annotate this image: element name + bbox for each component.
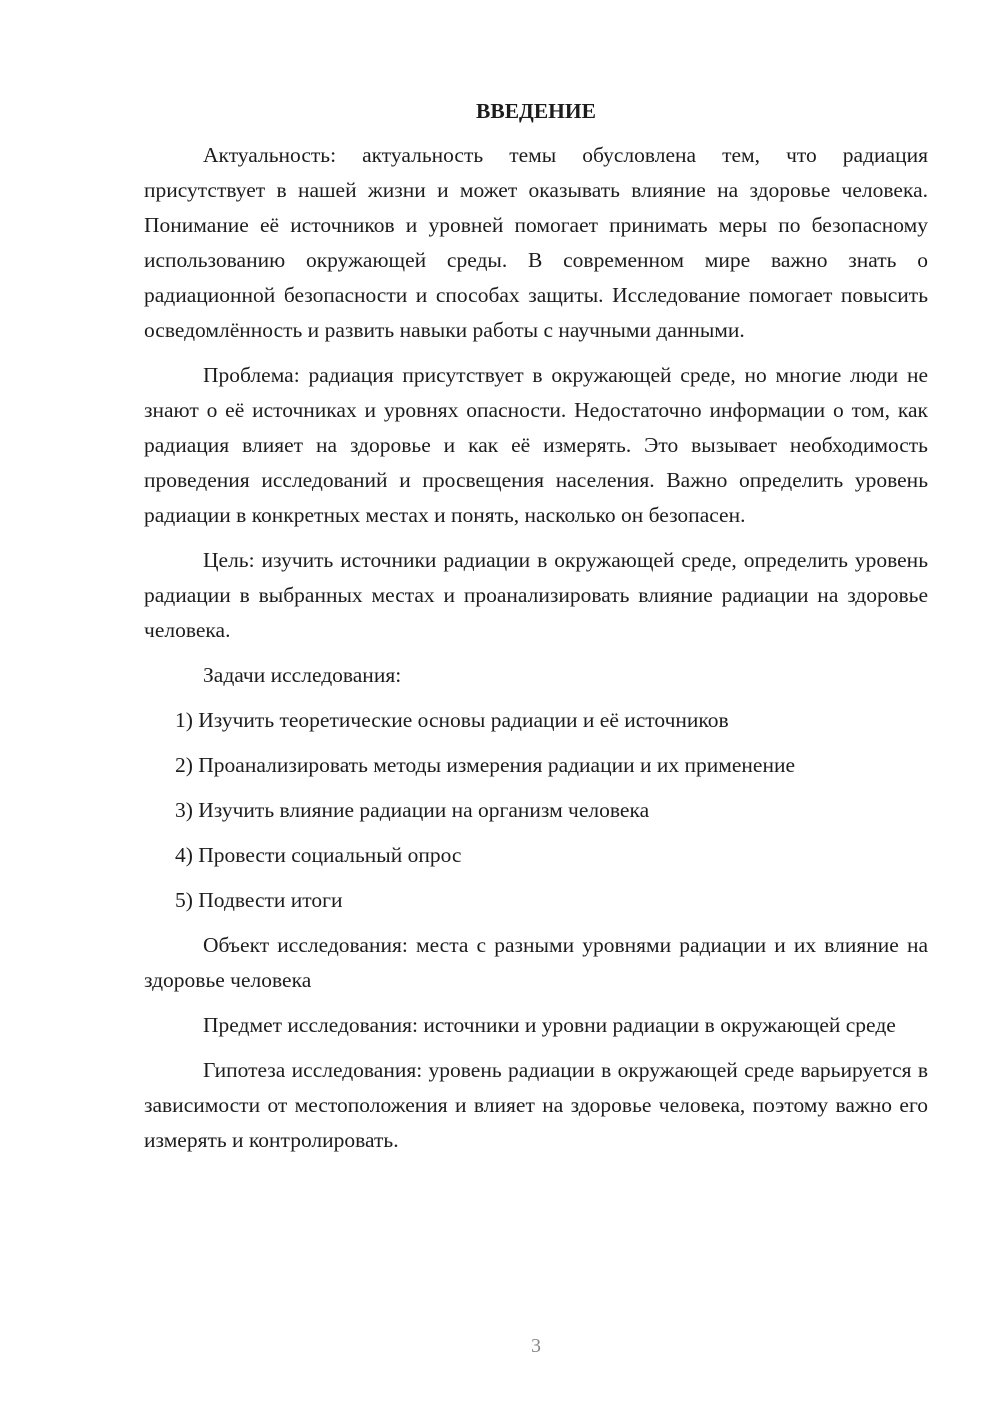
subject-paragraph: Предмет исследования: источники и уровни радиации в окружающей среде — [203, 1013, 896, 1037]
task-item: 4) Провести социальный опрос — [175, 843, 462, 867]
hypothesis-paragraph: Гипотеза исследования: уровень радиации в окружающей среде варьируется в зависимости от местоположения и влияет на здоровье человека, поэтому важно его измерять и контролировать. — [144, 1058, 928, 1152]
task-list — [144, 703, 928, 918]
page-content — [144, 96, 928, 1168]
task-item: 2) Проанализировать методы измерения радиации и их применение — [175, 753, 796, 777]
relevance-paragraph: Актуальность: актуальность темы обусловлена тем, что радиация присутствует в нашей жизни и может оказывать влияние на здоровье человека. Понимание её источников и уровней помогает принимать меры по безопасному использованию окружающей среды. В современном мире важно знать о радиационной безопасности и способах защиты. Исследование помогает повысить осведомлённость и развить навыки работы с научными данными. — [144, 143, 928, 342]
page-number: 3 — [531, 1335, 541, 1357]
section-title: ВВЕДЕНИЕ — [476, 99, 596, 123]
object-paragraph: Объект исследования: места с разными уровнями радиации и их влияние на здоровье человека — [144, 933, 928, 992]
task-item: 3) Изучить влияние радиации на организм человека — [175, 798, 650, 822]
problem-paragraph: Проблема: радиация присутствует в окружающей среде, но многие люди не знают о её источниках и уровнях опасности. Недостаточно информации о том, как радиация влияет на здоровье и как её измерять. Это вызывает необходимость проведения исследований и просвещения населения. Важно определить уровень радиации в конкретных местах и понять, насколько он безопасен. — [144, 363, 928, 527]
task-item: 1) Изучить теоретические основы радиации и её источников — [175, 708, 729, 732]
goal-paragraph: Цель: изучить источники радиации в окружающей среде, определить уровень радиации в выбранных местах и проанализировать влияние радиации на здоровье человека. — [144, 548, 928, 642]
task-item: 5) Подвести итоги — [175, 888, 343, 912]
tasks-heading: Задачи исследования: — [203, 663, 402, 687]
